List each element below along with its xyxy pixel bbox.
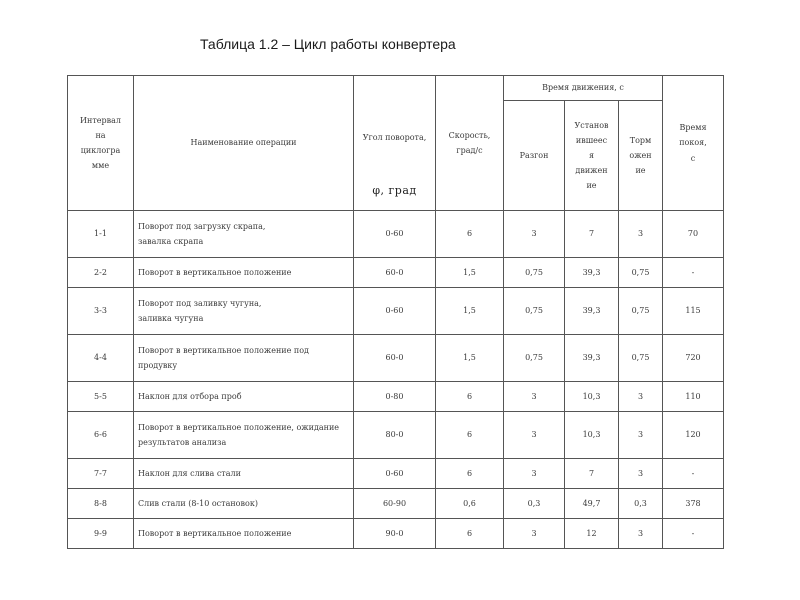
cell-accel: 0,3 — [504, 489, 565, 519]
cell-rest: - — [663, 258, 724, 288]
cell-steady: 49,7 — [565, 489, 619, 519]
cell-operation: Поворот в вертикальное положение, ожидание результатов анализа — [134, 412, 354, 459]
cell-rest: 70 — [663, 211, 724, 258]
cell-speed: 6 — [436, 382, 504, 412]
header-steady: Установ ившеес я движен ие — [565, 101, 619, 211]
cell-speed: 1,5 — [436, 288, 504, 335]
cell-interval: 7-7 — [68, 459, 134, 489]
cell-rest: - — [663, 459, 724, 489]
cell-operation: Наклон для слива стали — [134, 459, 354, 489]
cell-brake: 0,3 — [619, 489, 663, 519]
cell-rest: 120 — [663, 412, 724, 459]
cell-steady: 10,3 — [565, 382, 619, 412]
cell-speed: 0,6 — [436, 489, 504, 519]
cell-operation: Наклон для отбора проб — [134, 382, 354, 412]
header-rest-time: Время покоя, с — [663, 76, 724, 211]
cell-angle: 60-0 — [354, 258, 436, 288]
cell-brake: 3 — [619, 412, 663, 459]
cell-angle: 0-60 — [354, 459, 436, 489]
table-row — [68, 519, 724, 549]
cell-accel: 3 — [504, 412, 565, 459]
table-row — [68, 258, 724, 288]
cell-brake: 3 — [619, 519, 663, 549]
table-header — [68, 76, 724, 211]
cell-operation: Поворот в вертикальное положение — [134, 519, 354, 549]
header-angle-unit: φ, град — [372, 184, 417, 197]
cell-interval: 5-5 — [68, 382, 134, 412]
cell-steady: 7 — [565, 459, 619, 489]
header-speed: Скорость, град/с — [436, 76, 504, 211]
cell-interval: 6-6 — [68, 412, 134, 459]
cell-steady: 39,3 — [565, 335, 619, 382]
cell-operation: Поворот в вертикальное положение — [134, 258, 354, 288]
converter-cycle-table — [67, 75, 724, 549]
cell-interval: 3-3 — [68, 288, 134, 335]
header-brake: Торм ожен ие — [619, 101, 663, 211]
cell-rest: 115 — [663, 288, 724, 335]
cell-steady: 39,3 — [565, 258, 619, 288]
cell-operation: Поворот под загрузку скрапа, завалка скрапа — [134, 211, 354, 258]
cell-angle: 0-60 — [354, 211, 436, 258]
table-row — [68, 211, 724, 258]
cell-operation: Слив стали (8-10 остановок) — [134, 489, 354, 519]
table-row — [68, 288, 724, 335]
cell-accel: 3 — [504, 459, 565, 489]
cell-brake: 3 — [619, 382, 663, 412]
cell-angle: 0-80 — [354, 382, 436, 412]
cell-accel: 0,75 — [504, 258, 565, 288]
cell-accel: 0,75 — [504, 288, 565, 335]
table-caption: Таблица 1.2 – Цикл работы конвертера — [200, 36, 456, 52]
table-row — [68, 412, 724, 459]
cell-steady: 10,3 — [565, 412, 619, 459]
table-row — [68, 382, 724, 412]
cell-steady: 39,3 — [565, 288, 619, 335]
cell-rest: 720 — [663, 335, 724, 382]
cell-speed: 6 — [436, 211, 504, 258]
cell-brake: 0,75 — [619, 335, 663, 382]
cell-brake: 0,75 — [619, 288, 663, 335]
table-row — [68, 335, 724, 382]
cell-angle: 0-60 — [354, 288, 436, 335]
header-angle-label: Угол поворота, — [362, 133, 427, 142]
cell-rest: - — [663, 519, 724, 549]
cell-brake: 3 — [619, 459, 663, 489]
cell-speed: 6 — [436, 412, 504, 459]
cell-angle: 60-0 — [354, 335, 436, 382]
cell-operation: Поворот под заливку чугуна, заливка чугуна — [134, 288, 354, 335]
cell-speed: 1,5 — [436, 258, 504, 288]
cell-speed: 6 — [436, 519, 504, 549]
header-accel: Разгон — [504, 101, 565, 211]
cell-brake: 0,75 — [619, 258, 663, 288]
table-body — [68, 211, 724, 549]
cell-accel: 3 — [504, 211, 565, 258]
cell-operation: Поворот в вертикальное положение под продувку — [134, 335, 354, 382]
cell-interval: 8-8 — [68, 489, 134, 519]
cell-brake: 3 — [619, 211, 663, 258]
header-operation: Наименование операции — [134, 76, 354, 211]
header-move-time: Время движения, с — [504, 76, 663, 101]
table-row — [68, 489, 724, 519]
cell-rest: 378 — [663, 489, 724, 519]
cell-speed: 1,5 — [436, 335, 504, 382]
cell-interval: 9-9 — [68, 519, 134, 549]
cell-accel: 0,75 — [504, 335, 565, 382]
header-interval: Интервал на циклогра мме — [68, 76, 134, 211]
cell-steady: 12 — [565, 519, 619, 549]
cell-angle: 90-0 — [354, 519, 436, 549]
cell-interval: 2-2 — [68, 258, 134, 288]
header-angle — [354, 76, 436, 211]
cell-angle: 60-90 — [354, 489, 436, 519]
cell-speed: 6 — [436, 459, 504, 489]
cell-accel: 3 — [504, 519, 565, 549]
cell-rest: 110 — [663, 382, 724, 412]
cell-interval: 4-4 — [68, 335, 134, 382]
cell-interval: 1-1 — [68, 211, 134, 258]
cell-accel: 3 — [504, 382, 565, 412]
cell-angle: 80-0 — [354, 412, 436, 459]
cell-steady: 7 — [565, 211, 619, 258]
table-row — [68, 459, 724, 489]
